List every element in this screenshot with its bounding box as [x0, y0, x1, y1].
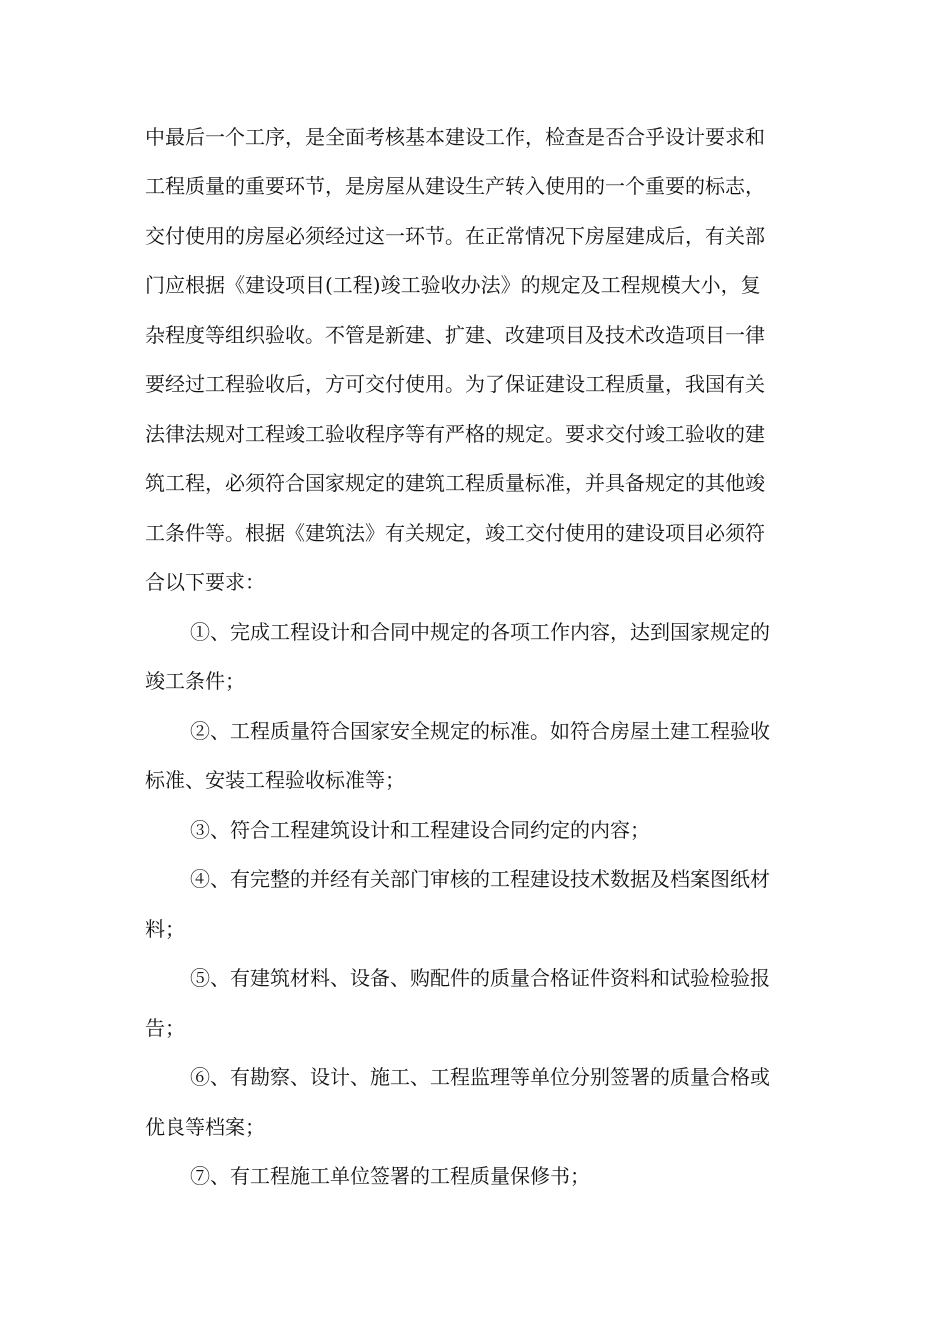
- body-text-line: 筑工程，必须符合国家规定的建筑工程质量标准，并具备规定的其他竣: [145, 471, 765, 495]
- body-text-line: 合以下要求：: [145, 570, 265, 594]
- body-text-line: 门应根据《建设项目(工程)竣工验收办法》的规定及工程规模大小，复: [145, 273, 761, 297]
- body-text-line: 交付使用的房屋必须经过这一环节。在正常情况下房屋建成后，有关部: [145, 224, 765, 248]
- list-item-4-continuation: 料；: [145, 917, 185, 941]
- list-item-3: ③、符合工程建筑设计和工程建设合同约定的内容；: [190, 818, 650, 842]
- list-item-7: ⑦、有工程施工单位签署的工程质量保修书；: [190, 1164, 590, 1188]
- body-text-line: 要经过工程验收后，方可交付使用。为了保证建设工程质量，我国有关: [145, 372, 765, 396]
- body-text-line: 杂程度等组织验收。不管是新建、扩建、改建项目及技术改造项目一律: [145, 323, 765, 347]
- body-text-line: 工条件等。根据《建筑法》有关规定，竣工交付使用的建设项目必须符: [145, 521, 765, 545]
- list-item-2-continuation: 标准、安装工程验收标准等；: [145, 768, 405, 792]
- list-item-2: ②、工程质量符合国家安全规定的标准。如符合房屋土建工程验收: [190, 719, 770, 743]
- list-item-6-continuation: 优良等档案；: [145, 1115, 265, 1139]
- list-item-6: ⑥、有勘察、设计、施工、工程监理等单位分别签署的质量合格或: [190, 1065, 770, 1089]
- list-item-5-continuation: 告；: [145, 1016, 185, 1040]
- body-text-line: 中最后一个工序，是全面考核基本建设工作，检查是否合乎设计要求和: [145, 125, 765, 149]
- list-item-5: ⑤、有建筑材料、设备、购配件的质量合格证件资料和试验检验报: [190, 966, 770, 990]
- list-item-1-continuation: 竣工条件；: [145, 669, 245, 693]
- list-item-4: ④、有完整的并经有关部门审核的工程建设技术数据及档案图纸材: [190, 867, 770, 891]
- list-item-1: ①、完成工程设计和合同中规定的各项工作内容，达到国家规定的: [190, 620, 770, 644]
- body-text-line: 法律法规对工程竣工验收程序等有严格的规定。要求交付竣工验收的建: [145, 422, 765, 446]
- body-text-line: 工程质量的重要环节，是房屋从建设生产转入使用的一个重要的标志，: [145, 174, 765, 198]
